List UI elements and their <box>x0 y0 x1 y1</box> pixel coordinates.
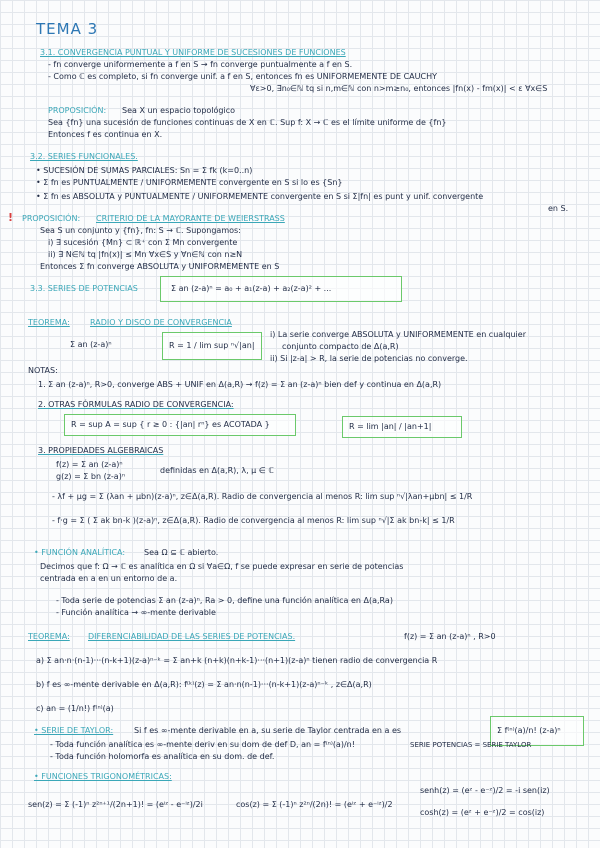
teorema-1-ii: ii) Si |z-a| > R, la serie de potencias no converge. <box>270 354 468 363</box>
teorema-1-i: i) La serie converge ABSOLUTA y UNIFORMEMENTE en cualquier <box>270 330 526 339</box>
section-3-3-heading: 3.3. SERIES DE POTENCIAS <box>30 284 138 293</box>
analitica-c: centrada en a en un entorno de a. <box>40 574 178 583</box>
nota-3: 3. PROPIEDADES ALGEBRAICAS <box>38 446 164 455</box>
trig-title: • FUNCIONES TRIGONOMÉTRICAS: <box>34 772 172 781</box>
nota-3-f: f(z) = Σ an (z-a)ⁿ <box>56 460 123 469</box>
teorema-2-a: a) Σ an·n·(n-1)···(n-k+1)(z-a)ⁿ⁻ᵏ = Σ an+k (n+k)(n+k-1)···(n+1)(z-a)ⁿ tienen radio de convergencia R <box>36 656 438 665</box>
radius-formula: R = 1 / lim sup ⁿ√|an| <box>169 341 255 350</box>
trig-cos: cos(z) = Σ (-1)ⁿ z²ⁿ/(2n)! = (eⁱᶻ + e⁻ⁱᶻ)/2 <box>236 800 393 809</box>
s31-bullet-1: - fn converge uniformemente a f en S → fn converge puntualmente a f en S. <box>48 60 353 69</box>
trig-senh: senh(z) = (eᶻ - e⁻ᶻ)/2 = -i sen(iz) <box>420 786 550 795</box>
analitica-b: Decimos que f: Ω → ℂ es analítica en Ω si ∀a∈Ω, f se puede expresar en serie de potencias <box>40 562 404 571</box>
section-3-2-heading: 3.2. SERIES FUNCIONALES. <box>30 152 138 161</box>
s32-bullet-1: • SUCESIÓN DE SUMAS PARCIALES: Sn = Σ fk (k=0..n) <box>36 166 253 175</box>
s32-prop-d: Entonces Σ fn converge ABSOLUTA y UNIFORMEMENTE en S <box>40 262 280 271</box>
teorema-2-f: f(z) = Σ an (z-a)ⁿ , R>0 <box>404 632 496 641</box>
trig-sen: sen(z) = Σ (-1)ⁿ z²ⁿ⁺¹/(2n+1)! = (eⁱᶻ - e⁻ⁱᶻ)/2i <box>28 800 203 809</box>
nota-3-g: g(z) = Σ bn (z-a)ⁿ <box>56 472 126 481</box>
teorema-1-title: RADIO Y DISCO DE CONVERGENCIA <box>90 318 232 327</box>
power-series-box <box>160 276 402 302</box>
taylor-a: Si f es ∞-mente derivable en a, su serie de Taylor centrada en a es <box>134 726 402 735</box>
teorema-2-c: c) an = (1/n!) f⁽ⁿ⁾(a) <box>36 704 114 713</box>
analitica-title: • FUNCIÓN ANALÍTICA: <box>34 548 126 557</box>
s32-prop-b: i) ∃ sucesión {Mn} ⊂ ℝ⁺ con Σ Mn convergente <box>48 238 238 247</box>
section-3-1-heading: 3.1. CONVERGENCIA PUNTUAL Y UNIFORME DE SUCESIONES DE FUNCIONES <box>40 48 346 57</box>
notas-label: NOTAS: <box>28 366 58 375</box>
teorema-2-b: b) f es ∞-mente derivable en Δ(a,R): f⁽ᵏ⁾(z) = Σ an·n(n-1)···(n-k+1)(z-a)ⁿ⁻ᵏ , z∈Δ(a,R) <box>36 680 372 689</box>
radius-ratio-box <box>342 416 462 438</box>
s31-bullet-2-cont: ∀ε>0, ∃n₀∈ℕ tq si n,m∈ℕ con n>m≥n₀, entonces |fn(x) - fm(x)| < ε ∀x∈S <box>250 84 548 93</box>
taylor-series-formula: Σ f⁽ⁿ⁾(a)/n! (z-a)ⁿ <box>497 726 561 735</box>
taylor-b: - Toda función analítica es ∞-mente deriv en su dom de def D, an = f⁽ⁿ⁾(a)/n! <box>50 740 355 749</box>
s32-prop-title: CRITERIO DE LA MAYORANTE DE WEIERSTRASS <box>96 214 285 223</box>
nota-3-note: definidas en Δ(a,R), λ, μ ∈ ℂ <box>160 466 274 475</box>
s32-bullet-3-cont: en S. <box>548 204 569 213</box>
nota-2: 2. OTRAS FÓRMULAS RADIO DE CONVERGENCIA: <box>38 400 234 409</box>
nota-1: 1. Σ an (z-a)ⁿ, R>0, converge ABS + UNIF en Δ(a,R) → f(z) = Σ an (z-a)ⁿ bien def y continua en Δ(a,R) <box>38 380 442 389</box>
analitica-a: Sea Ω ⊆ ℂ abierto. <box>144 548 219 557</box>
radius-ratio-formula: R = lim |an| / |an+1| <box>349 422 432 431</box>
trig-cosh: cosh(z) = (eᶻ + e⁻ᶻ)/2 = cos(iz) <box>420 808 545 817</box>
nota-3-sum: - λf + μg = Σ (λan + μbn)(z-a)ⁿ, z∈Δ(a,R). Radio de convergencia al menos R: lim sup ⁿ√|λan+μbn| ≤ 1/R <box>52 492 473 501</box>
s31-prop-b: Sea {fn} una sucesión de funciones continuas de X en ℂ. Sup f: X → ℂ es el límite uniforme de {fn} <box>48 118 447 127</box>
radius-formula-box <box>162 332 262 360</box>
teorema-1-label: TEOREMA: <box>28 318 70 327</box>
s31-prop-label: PROPOSICIÓN: <box>48 106 107 115</box>
s32-bullet-2: • Σ fn es PUNTUALMENTE / UNIFORMEMENTE convergente en S si lo es {Sn} <box>36 178 343 187</box>
radius-sup-box <box>64 414 296 436</box>
page-title: TEMA 3 <box>36 20 99 38</box>
s31-bullet-2: - Como ℂ es completo, si fn converge unif. a f en S, entonces fn es UNIFORMEMENTE DE CAUCHY <box>48 72 437 81</box>
teorema-2-title: DIFERENCIABILIDAD DE LAS SERIES DE POTENCIAS. <box>88 632 296 641</box>
nota-3-prod: - f·g = Σ ( Σ ak bn-k )(z-a)ⁿ, z∈Δ(a,R). Radio de convergencia al menos R: lim sup ⁿ√|Σ ak bn-k| ≤ 1/R <box>52 516 455 525</box>
radius-sup-formula: R = sup A = sup { r ≥ 0 : {|an| rⁿ} es ACOTADA } <box>71 420 270 429</box>
s32-prop-c: ii) ∃ N∈ℕ tq |fn(x)| ≤ Mn ∀x∈S y ∀n∈ℕ con n≥N <box>48 250 243 259</box>
taylor-title: • SERIE DE TAYLOR: <box>34 726 114 735</box>
s32-prop-label: PROPOSICIÓN: <box>22 214 81 223</box>
teorema-2-label: TEOREMA: <box>28 632 70 641</box>
s31-prop-c: Entonces f es continua en X. <box>48 130 163 139</box>
warning-icon: ! <box>8 211 14 224</box>
teorema-1-series: Σ an (z-a)ⁿ <box>70 340 112 349</box>
taylor-c: - Toda función holomorfa es analítica en su dom. de def. <box>50 752 275 761</box>
teorema-1-i-cont: conjunto compacto de Δ(a,R) <box>282 342 399 351</box>
s32-prop-a: Sea S un conjunto y {fn}, fn: S → ℂ. Supongamos: <box>40 226 241 235</box>
analitica-d: - Toda serie de potencias Σ an (z-a)ⁿ, Ra > 0, define una función analítica en Δ(a,Ra) <box>56 596 393 605</box>
s32-bullet-3: • Σ fn es ABSOLUTA y PUNTUALMENTE / UNIFORMEMENTE convergente en S si Σ|fn| es punt y unif. convergente <box>36 192 484 201</box>
taylor-b-note: SERIE POTENCIAS = SERIE TAYLOR <box>410 741 532 749</box>
analitica-e: - Función analítica → ∞-mente derivable <box>56 608 216 617</box>
power-series-formula: Σ an (z-a)ⁿ = a₀ + a₁(z-a) + a₂(z-a)² + ... <box>171 284 332 293</box>
s31-prop-a: Sea X un espacio topológico <box>122 106 235 115</box>
